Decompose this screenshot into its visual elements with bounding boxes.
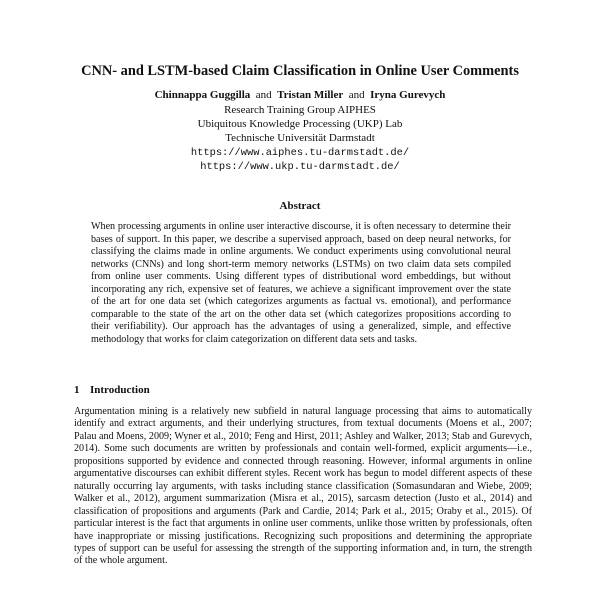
introduction-text: Argumentation mining is a relatively new subfield in natural language processing that aims to automatically identify and extract arguments, and their underlying structures, from textual documents (Moens et al., 2007; Palau and Moens, 2009; Wyner et al., 2010; Feng and Hirst, 2011; Ashley and Walker, 2013; Stab and Gurevych, 2014). Some such documents are written by professionals and contain well-formed, explicit arguments—i.e., propositions supported by evidence and connected through reasoning. However, informal arguments in online argumentative discourses can exhibit different styles. Recent work has begun to model different aspects of these naturally occurring lay arguments, with tasks including stance classification (Somasundaran and Wiebe, 2009; Walker et al., 2012), argument summarization (Misra et al., 2015), sarcasm detection (Justo et al., 2014) and classification of propositions and arguments (Park and Cardie, 2014; Park et al., 2015; Oraby et al., 2015). Of particular interest is the fact that arguments in online user comments, unlike those written by professionals, often have inappropriate or missing justifications. Recognizing such propositions and determining the appropriate types of support can be useful for assessing the strength of the supporting information and, in turn, the strength of the whole argument.: [74, 406, 532, 567]
affiliation-group: Research Training Group AIPHES: [224, 104, 376, 116]
author-name: Iryna Gurevych: [370, 89, 446, 101]
affiliation-url-aiphes: https://www.aiphes.tu-darmstadt.de/: [190, 147, 410, 159]
section-title: Introduction: [90, 384, 150, 396]
affiliation-university: Technische Universität Darmstadt: [225, 132, 375, 144]
author-joiner: and: [255, 89, 272, 101]
paper-title: CNN- and LSTM-based Claim Classification in Online User Comments: [81, 63, 519, 79]
author-joiner: and: [348, 89, 365, 101]
affiliation-lab: Ubiquitous Knowledge Processing (UKP) Lab: [197, 118, 403, 130]
author-name: Tristan Miller: [277, 89, 344, 101]
author-name: Chinnappa Guggilla: [154, 89, 251, 101]
abstract-text: When processing arguments in online user interactive discourse, it is often necessary to determine their bases of support. In this paper, we describe a supervised approach, based on deep neural networks, for classifying the claims made in online arguments. We conduct experiments using convolutional neural networks (CNNs) and long short-term memory networks (LSTMs) on two claim data sets compiled from online user comments. Using different types of distributional word embeddings, but without incorporating any rich, expensive set of features, we achieve a significant improvement over the state of the art for one data set (which categorizes arguments as factual vs. emotional), and performance comparable to the state of the art on the other data set (which categorizes propositions according to their verifiability). Our approach has the advantages of using a generalized, simple, and effective methodology that works for claim categorization on different data sets and tasks.: [91, 221, 511, 345]
section-number: 1: [74, 384, 80, 396]
author-line: [0, 88, 600, 103]
affiliation-url-ukp: https://www.ukp.tu-darmstadt.de/: [200, 161, 400, 173]
abstract-heading: Abstract: [279, 200, 321, 212]
section-heading: [74, 384, 150, 396]
